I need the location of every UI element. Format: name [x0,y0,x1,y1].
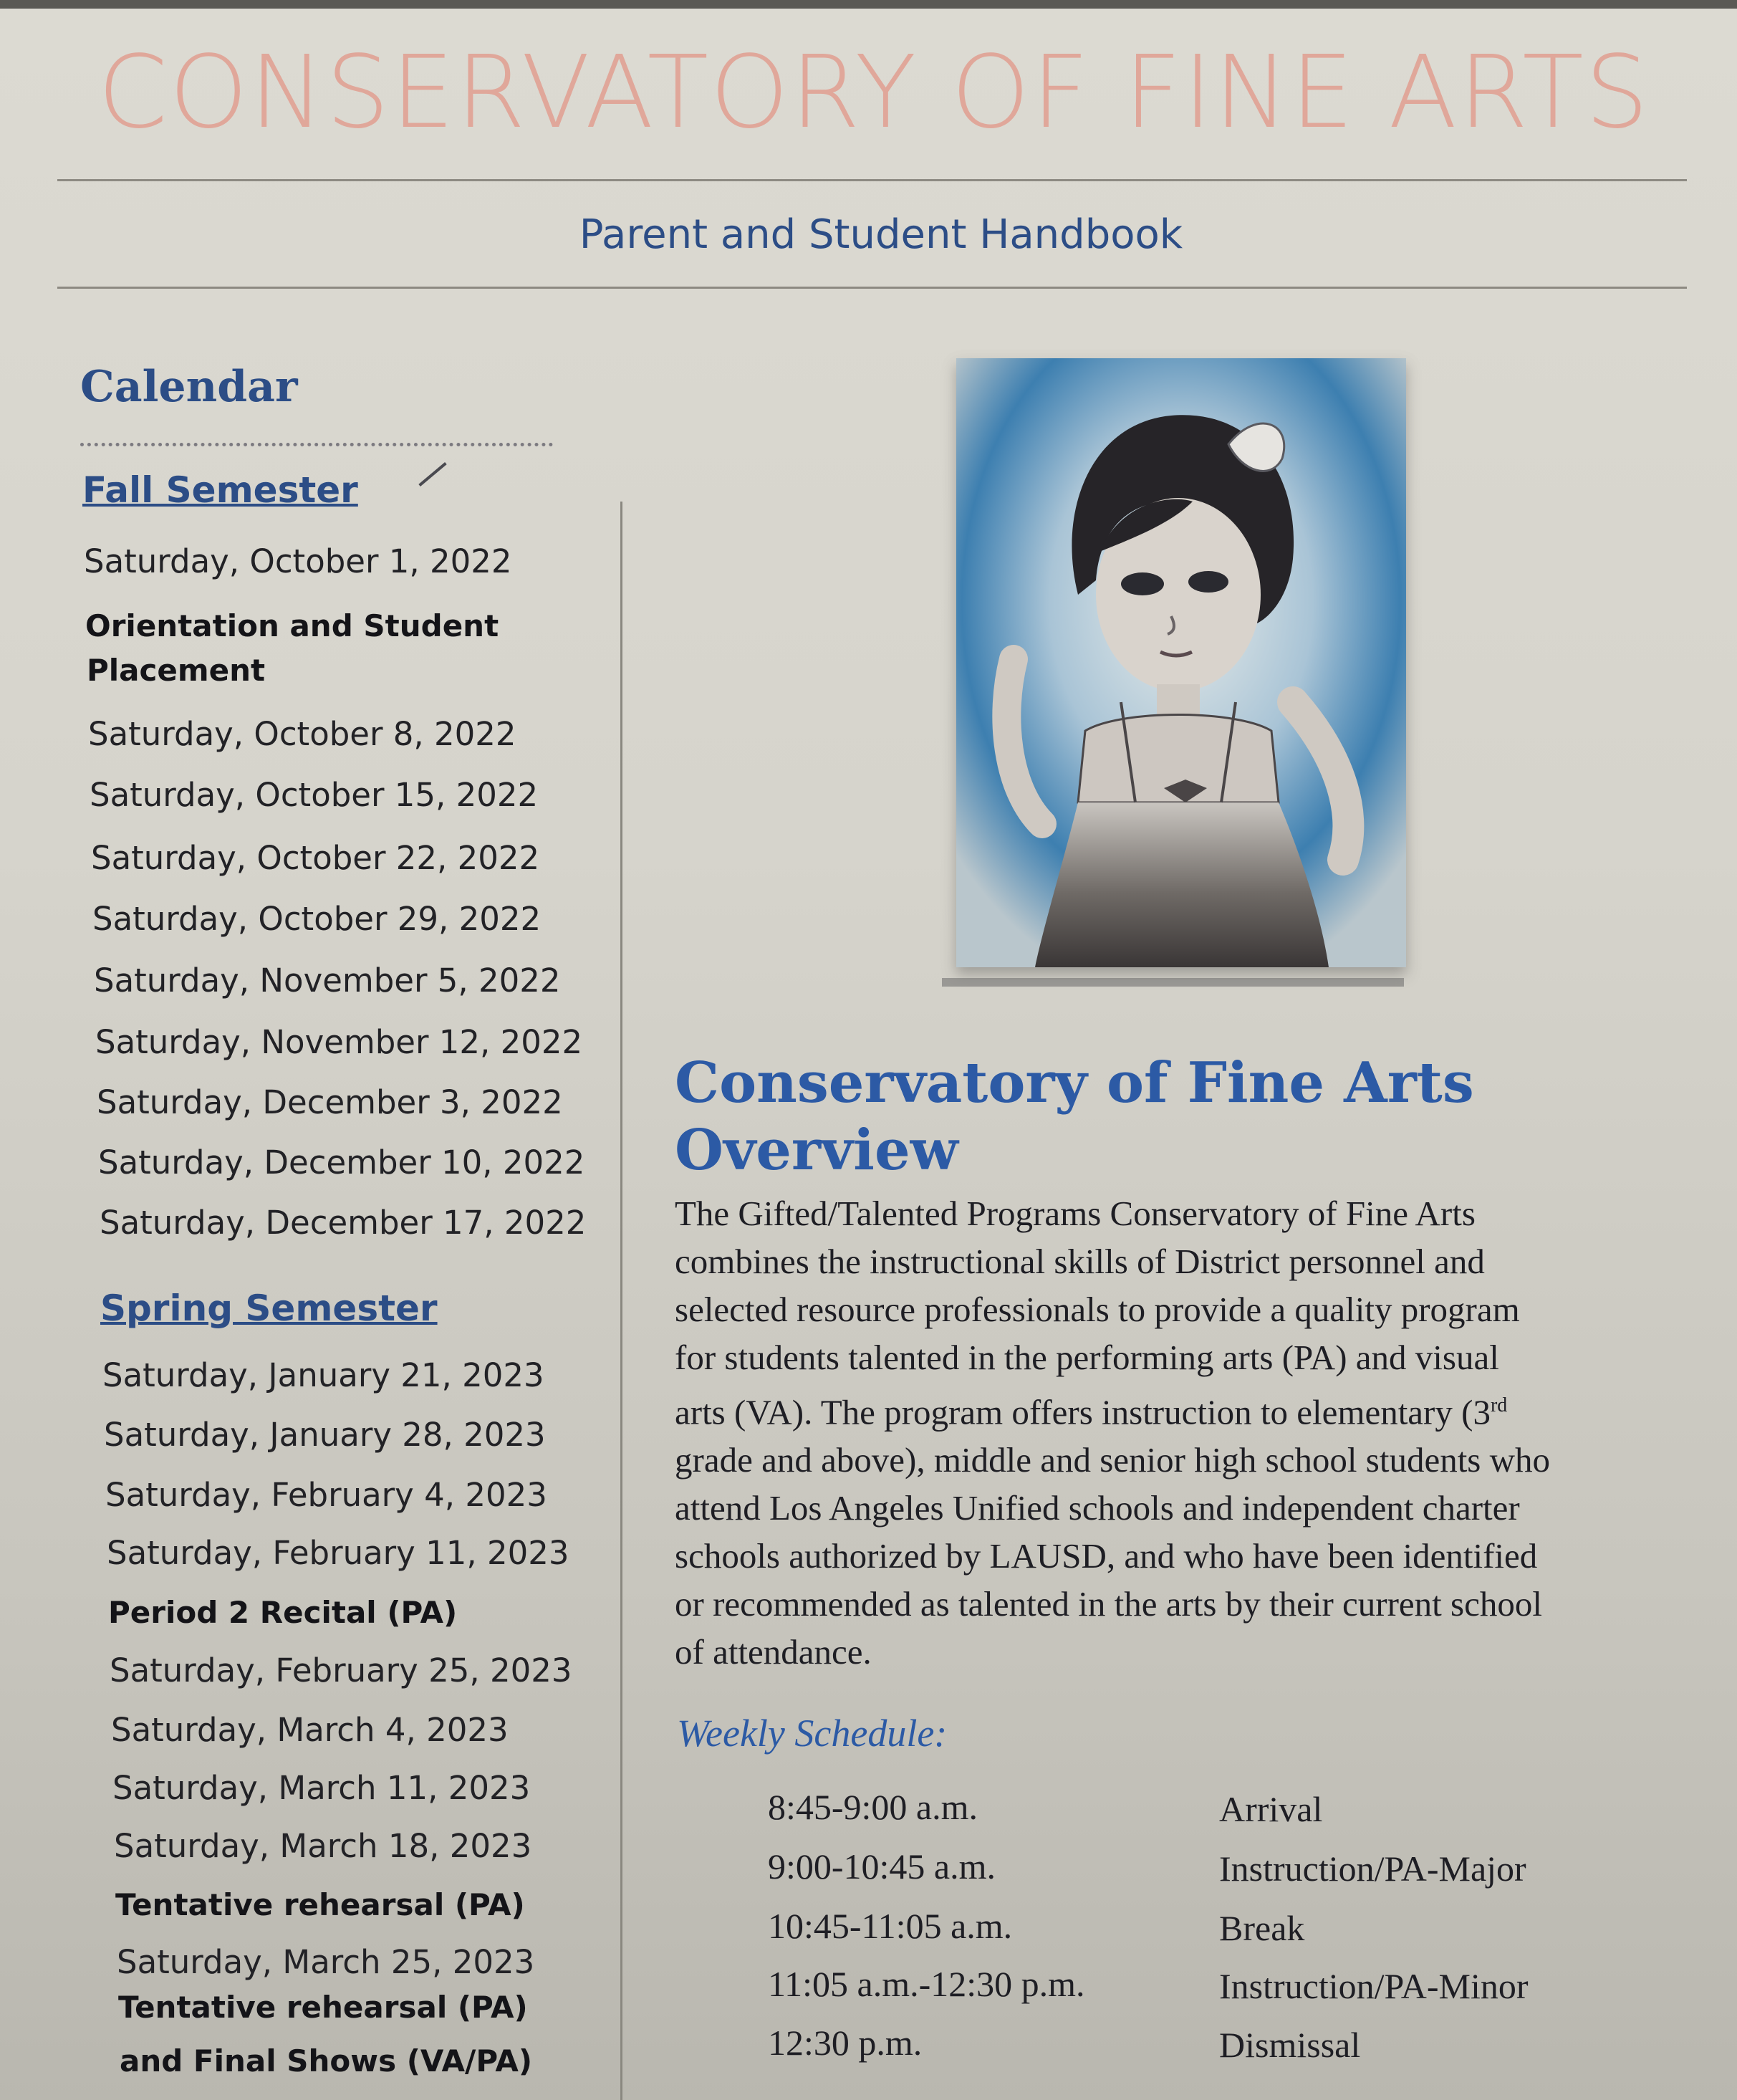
overview-line-text: arts (VA). The program offers instruction to elementary (3 [675,1392,1491,1432]
overview-line: or recommended as talented in the arts by their current school [675,1584,1542,1624]
calendar-event: Tentative rehearsal (PA) [118,1990,528,2025]
schedule-time: 12:30 p.m. [768,2023,923,2063]
calendar-date: Saturday, February 11, 2023 [107,1534,569,1572]
calendar-event: Period 2 Recital (PA) [108,1595,458,1630]
calendar-date: Saturday, October 1, 2022 [84,542,512,580]
schedule-activity: Instruction/PA-Major [1219,1849,1526,1889]
overview-title-line: Conservatory of Fine Arts [675,1050,1474,1116]
calendar-date: Saturday, October 29, 2022 [92,900,542,938]
schedule-activity: Instruction/PA-Minor [1219,1966,1529,2006]
overview-title-line: Overview [675,1118,958,1183]
handbook-subtitle: Parent and Student Handbook [579,211,1183,258]
schedule-time: 11:05 a.m.-12:30 p.m. [768,1964,1085,2004]
schedule-activity: Arrival [1219,1789,1323,1829]
calendar-date: Saturday, October 15, 2022 [90,776,539,814]
spring-semester-heading: Spring Semester [100,1288,438,1329]
overview-line: The Gifted/Talented Programs Conservatory of Fine Arts [675,1194,1476,1233]
column-divider [620,502,622,2100]
ordinal-suffix: rd [1490,1394,1508,1416]
girl-portrait-illustration [956,358,1406,967]
calendar-date: Saturday, January 28, 2023 [104,1416,546,1454]
calendar-date: Saturday, October 22, 2022 [91,839,540,877]
calendar-heading: Calendar [80,362,298,412]
overview-line: for students talented in the performing arts (PA) and visual [675,1338,1499,1377]
calendar-date: Saturday, March 25, 2023 [117,1943,535,1981]
overview-line: selected resource professionals to provide a quality program [675,1290,1520,1329]
calendar-date: Saturday, March 4, 2023 [111,1711,509,1749]
header-rule-bottom [57,287,1687,289]
masthead-title: CONSERVATORY OF FINE ARTS [97,34,1650,151]
schedule-activity: Dismissal [1219,2025,1361,2065]
calendar-dotted-divider [80,443,553,446]
overview-line: attend Los Angeles Unified schools and independent charter [675,1488,1520,1528]
schedule-time: 10:45-11:05 a.m. [768,1906,1013,1946]
overview-line: grade and above), middle and senior high school students who [675,1440,1551,1480]
header-rule-top [57,179,1687,181]
overview-line-ordinal [675,1381,1656,1436]
overview-line: of attendance. [675,1632,872,1672]
overview-line: combines the instructional skills of District personnel and [675,1242,1485,1281]
calendar-date: Saturday, November 12, 2022 [95,1023,583,1061]
page-top-edge [0,0,1737,9]
fall-semester-heading: Fall Semester [82,469,358,511]
artwork-frame [956,358,1406,967]
calendar-date: Saturday, November 5, 2022 [94,962,561,999]
calendar-date: Saturday, December 3, 2022 [97,1083,563,1121]
calendar-event: Tentative rehearsal (PA) [115,1887,525,1922]
calendar-date: Saturday, October 8, 2022 [88,715,516,753]
calendar-event: and Final Shows (VA/PA) [120,2043,533,2079]
overview-body [675,1189,1656,1676]
calendar-date: Saturday, January 21, 2023 [102,1356,544,1394]
schedule-time: 9:00-10:45 a.m. [768,1846,996,1886]
calendar-date: Saturday, December 10, 2022 [98,1144,585,1181]
pen-check-mark [418,462,446,486]
calendar-event: Placement [87,653,266,688]
calendar-event: Orientation and Student [85,608,499,643]
weekly-schedule-label: Weekly Schedule: [677,1712,948,1755]
calendar-date: Saturday, February 25, 2023 [110,1651,572,1689]
artwork-shadow [942,978,1404,987]
calendar-date: Saturday, December 17, 2022 [100,1204,587,1242]
schedule-activity: Break [1219,1908,1305,1948]
schedule-time: 8:45-9:00 a.m. [768,1787,978,1827]
calendar-date: Saturday, February 4, 2023 [105,1476,547,1514]
overview-title [675,1050,1678,1184]
overview-line: schools authorized by LAUSD, and who have been identified [675,1536,1538,1576]
calendar-date: Saturday, March 18, 2023 [114,1827,532,1865]
calendar-date: Saturday, March 11, 2023 [112,1769,531,1807]
